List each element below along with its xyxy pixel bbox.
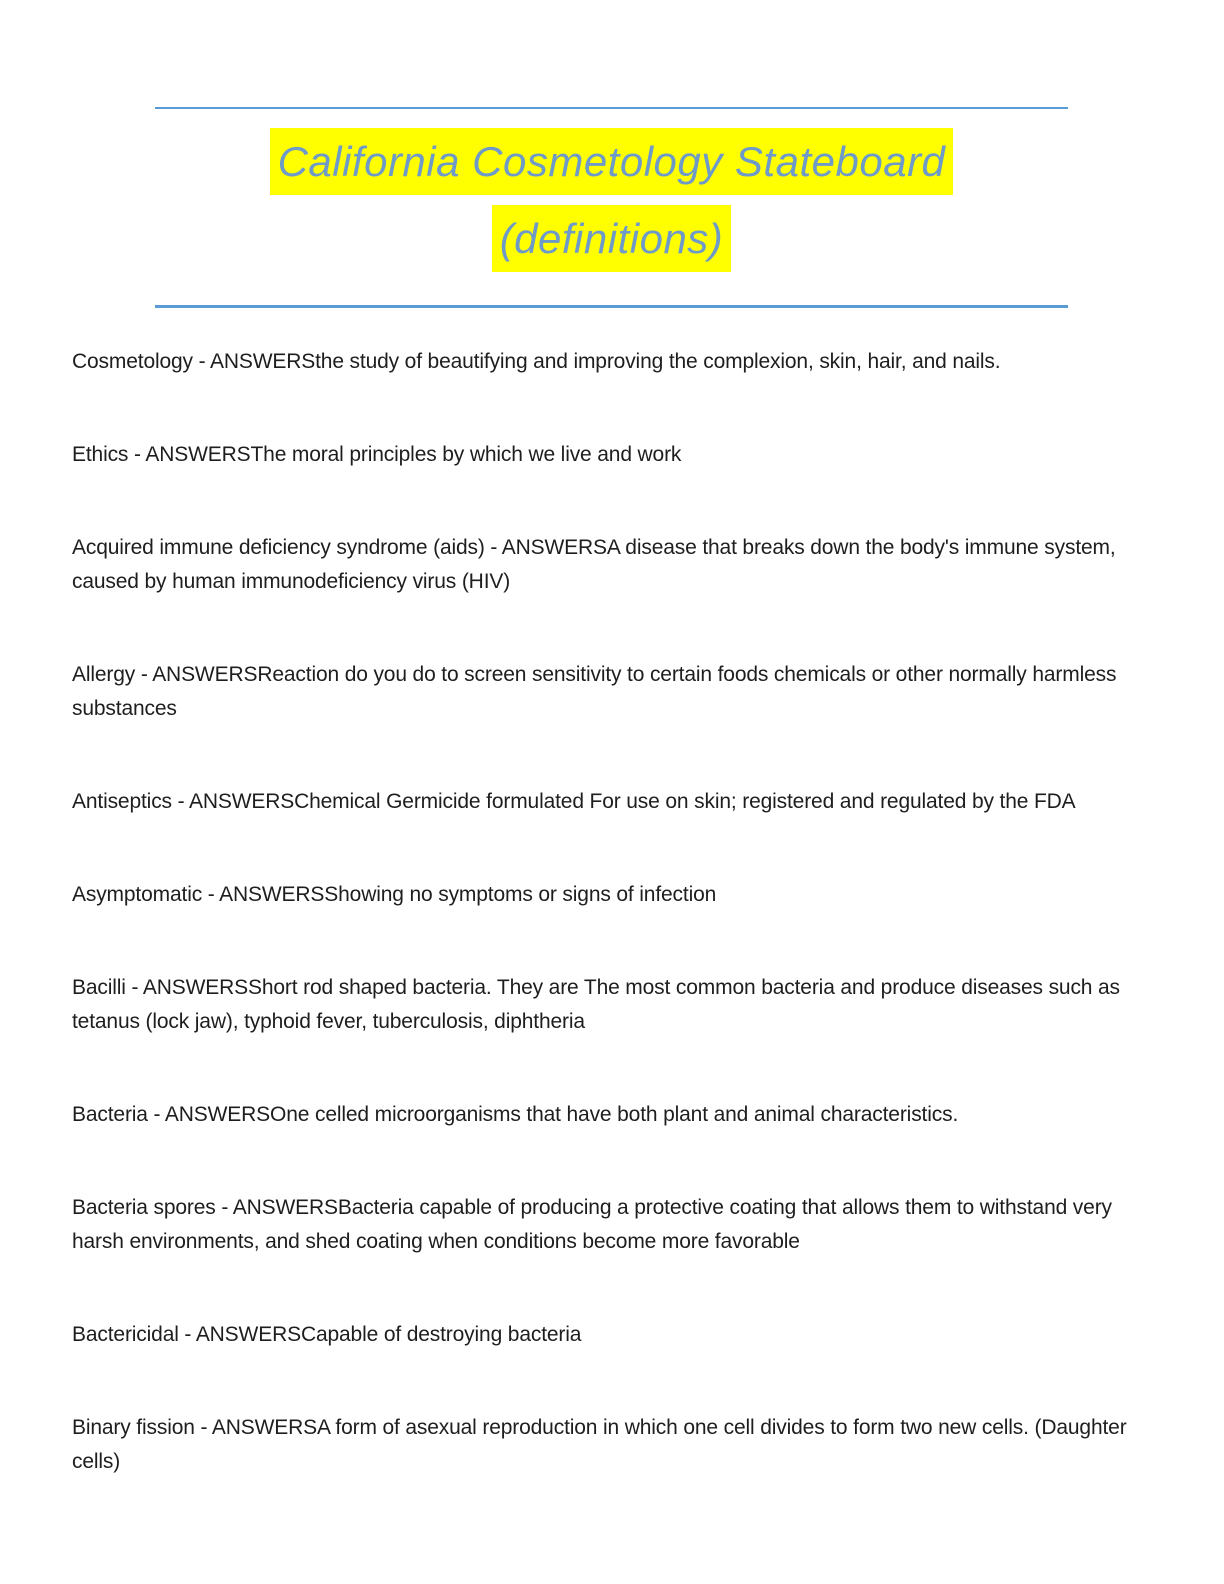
term-separator: -	[171, 790, 189, 813]
definition-text: Short rod shaped bacteria. They are The most common bacteria and produce diseases such as tetanus (lock jaw), typhoid fever, tuberculosis, diphtheria	[72, 976, 1120, 1033]
definition-text: A disease that breaks down the body's immune system, caused by human immunodeficiency virus (HIV)	[72, 536, 1116, 593]
definition-entry	[72, 785, 1130, 819]
definition-entry	[72, 971, 1130, 1039]
definition-entry	[72, 1318, 1130, 1352]
answers-marker: ANSWERS	[188, 790, 295, 813]
term-text: Bacteria spores	[72, 1196, 216, 1219]
definition-entry	[72, 658, 1130, 726]
definition-entry	[72, 438, 1130, 472]
definition-text: Bacteria capable of producing a protective coating that allows them to withstand very harsh environments, and shed coating when conditions become more favorable	[72, 1196, 1112, 1253]
definition-text: The moral principles by which we live and work	[250, 443, 682, 466]
term-text: Allergy	[72, 663, 136, 686]
title-row-2	[155, 205, 1068, 282]
definition-entry	[72, 345, 1130, 379]
term-text: Bactericidal	[72, 1323, 179, 1346]
definition-text: Reaction do you do to screen sensitivity to certain foods chemicals or other normally harmless substances	[72, 663, 1117, 720]
term-text: Bacilli	[72, 976, 126, 999]
definition-text: Chemical Germicide formulated For use on skin; registered and regulated by the FDA	[294, 790, 1076, 813]
term-text: Binary fission	[72, 1416, 195, 1439]
definition-text: A form of asexual reproduction in which one cell divides to form two new cells. (Daughter cells)	[72, 1416, 1127, 1473]
definition-entry	[72, 531, 1130, 599]
term-text: Ethics	[72, 443, 129, 466]
definition-entry	[72, 1411, 1130, 1479]
term-text: Cosmetology	[72, 350, 193, 373]
term-separator: -	[194, 1416, 212, 1439]
definition-text: One celled microorganisms that have both plant and animal characteristics.	[270, 1103, 959, 1126]
term-text: Acquired immune deficiency syndrome (aids)	[72, 536, 485, 559]
title-row-1	[155, 128, 1068, 205]
answers-marker: ANSWERS	[145, 443, 251, 466]
term-separator: -	[192, 350, 210, 373]
term-separator: -	[178, 1323, 196, 1346]
term-text: Bacteria	[72, 1103, 148, 1126]
answers-marker: ANSWERS	[152, 663, 258, 686]
term-separator: -	[484, 536, 502, 559]
definition-text: Capable of destroying bacteria	[300, 1323, 582, 1346]
answers-marker: ANSWERS	[219, 883, 325, 906]
definition-text: Showing no symptoms or signs of infection	[324, 883, 717, 906]
definition-text: the study of beautifying and improving the complexion, skin, hair, and nails.	[315, 350, 1001, 373]
term-separator: -	[135, 663, 153, 686]
answers-marker: ANSWERS	[501, 536, 607, 559]
term-separator: -	[147, 1103, 165, 1126]
definition-entry	[72, 1098, 1130, 1132]
answers-marker: ANSWERS	[232, 1196, 338, 1219]
document-title-line1: California Cosmetology Stateboard	[270, 128, 954, 195]
definition-entry	[72, 1191, 1130, 1259]
term-separator: -	[125, 976, 143, 999]
title-block	[155, 107, 1068, 308]
document-title-line2: (definitions)	[492, 205, 732, 272]
answers-marker: ANSWERS	[211, 1416, 317, 1439]
answers-marker: ANSWERS	[195, 1323, 301, 1346]
definitions-list	[72, 345, 1130, 1479]
term-text: Antiseptics	[72, 790, 172, 813]
answers-marker: ANSWERS	[164, 1103, 271, 1126]
answers-marker: ANSWERS	[209, 350, 316, 373]
term-separator: -	[128, 443, 146, 466]
definition-entry	[72, 878, 1130, 912]
term-separator: -	[202, 883, 220, 906]
term-text: Asymptomatic	[72, 883, 203, 906]
answers-marker: ANSWERS	[142, 976, 249, 999]
term-separator: -	[215, 1196, 233, 1219]
